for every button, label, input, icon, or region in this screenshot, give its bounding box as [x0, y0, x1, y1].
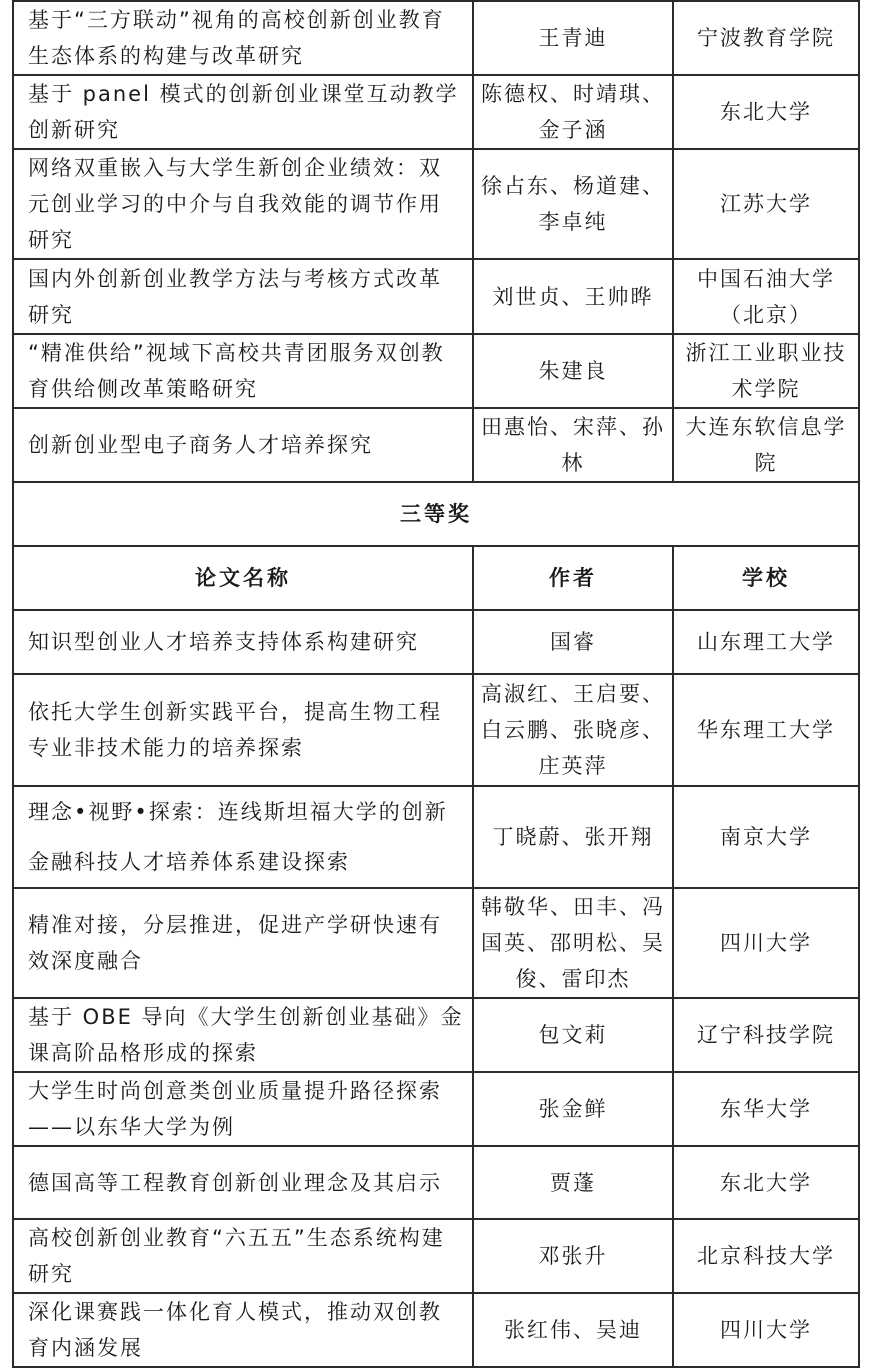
paper-author: 邓张升 — [473, 1219, 673, 1293]
table-row — [13, 334, 859, 408]
paper-school: 大连东软信息学院 — [673, 408, 859, 482]
table-row — [13, 674, 859, 786]
paper-author: 徐占东、杨道建、李卓纯 — [473, 149, 673, 259]
table-row — [13, 998, 859, 1072]
table-row — [13, 149, 859, 259]
paper-title: 基于“三方联动”视角的高校创新创业教育生态体系的构建与改革研究 — [13, 1, 473, 75]
header-author: 作者 — [473, 546, 673, 610]
paper-title: 基于 OBE 导向《大学生创新创业基础》金课高阶品格形成的探索 — [13, 998, 473, 1072]
paper-school: 辽宁科技学院 — [673, 998, 859, 1072]
paper-author: 韩敬华、田丰、冯国英、邵明松、吴俊、雷印杰 — [473, 888, 673, 998]
paper-author: 张金鲜 — [473, 1072, 673, 1146]
paper-school: 浙江工业职业技术学院 — [673, 334, 859, 408]
paper-author: 张红伟、吴迪 — [473, 1293, 673, 1367]
paper-title: 创新创业型电子商务人才培养探究 — [13, 408, 473, 482]
paper-school: 四川大学 — [673, 1293, 859, 1367]
table-row — [13, 610, 859, 674]
paper-school: 中国石油大学（北京） — [673, 259, 859, 334]
table-row — [13, 1219, 859, 1293]
table-row — [13, 786, 859, 888]
paper-title: 德国高等工程教育创新创业理念及其启示 — [13, 1146, 473, 1219]
awards-table — [12, 0, 860, 1368]
paper-school: 宁波教育学院 — [673, 1, 859, 75]
header-title: 论文名称 — [13, 546, 473, 610]
paper-school: 山东理工大学 — [673, 610, 859, 674]
paper-title: 理念•视野•探索：连线斯坦福大学的创新金融科技人才培养体系建设探索 — [13, 786, 473, 888]
table-row — [13, 1146, 859, 1219]
table-row — [13, 408, 859, 482]
paper-title: 依托大学生创新实践平台，提高生物工程专业非技术能力的培养探索 — [13, 674, 473, 786]
paper-author: 国睿 — [473, 610, 673, 674]
paper-title: 国内外创新创业教学方法与考核方式改革研究 — [13, 259, 473, 334]
paper-author: 朱建良 — [473, 334, 673, 408]
paper-title: 精准对接，分层推进，促进产学研快速有效深度融合 — [13, 888, 473, 998]
table-header-row — [13, 546, 859, 610]
table-row — [13, 259, 859, 334]
paper-school: 华东理工大学 — [673, 674, 859, 786]
table-row — [13, 75, 859, 149]
paper-title: “精准供给”视域下高校共青团服务双创教育供给侧改革策略研究 — [13, 334, 473, 408]
table-row — [13, 1, 859, 75]
paper-author: 丁晓蔚、张开翔 — [473, 786, 673, 888]
paper-author: 王青迪 — [473, 1, 673, 75]
section-title-row — [13, 482, 859, 546]
paper-school: 东华大学 — [673, 1072, 859, 1146]
paper-title: 高校创新创业教育“六五五”生态系统构建研究 — [13, 1219, 473, 1293]
paper-title: 基于 panel 模式的创新创业课堂互动教学创新研究 — [13, 75, 473, 149]
paper-title: 深化课赛践一体化育人模式，推动双创教育内涵发展 — [13, 1293, 473, 1367]
paper-author: 贾蓬 — [473, 1146, 673, 1219]
section-title: 三等奖 — [13, 482, 859, 546]
paper-author: 陈德权、时靖琪、金子涵 — [473, 75, 673, 149]
table-row — [13, 888, 859, 998]
header-school: 学校 — [673, 546, 859, 610]
paper-title: 大学生时尚创意类创业质量提升路径探索——以东华大学为例 — [13, 1072, 473, 1146]
paper-title: 网络双重嵌入与大学生新创企业绩效：双元创业学习的中介与自我效能的调节作用研究 — [13, 149, 473, 259]
paper-author: 包文莉 — [473, 998, 673, 1072]
paper-author: 田惠怡、宋萍、孙林 — [473, 408, 673, 482]
paper-school: 北京科技大学 — [673, 1219, 859, 1293]
paper-school: 四川大学 — [673, 888, 859, 998]
paper-school: 东北大学 — [673, 1146, 859, 1219]
paper-author: 刘世贞、王帅晔 — [473, 259, 673, 334]
paper-school: 江苏大学 — [673, 149, 859, 259]
paper-school: 东北大学 — [673, 75, 859, 149]
table-row — [13, 1293, 859, 1367]
table-row — [13, 1072, 859, 1146]
paper-author: 高淑红、王启要、白云鹏、张晓彦、庄英萍 — [473, 674, 673, 786]
paper-school: 南京大学 — [673, 786, 859, 888]
paper-title: 知识型创业人才培养支持体系构建研究 — [13, 610, 473, 674]
